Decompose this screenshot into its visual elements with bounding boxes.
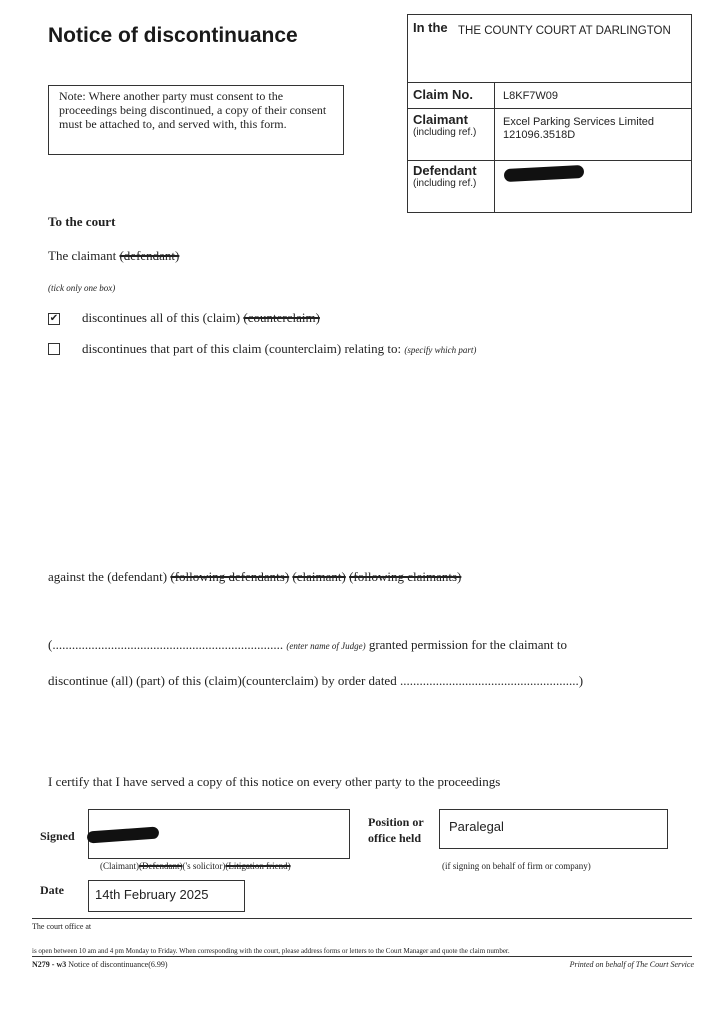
in-the-label: In the: [413, 20, 448, 35]
position-note: (if signing on behalf of firm or company): [442, 861, 591, 871]
option-all-label: discontinues all of this (claim): [82, 310, 244, 325]
position-label-1: Position or: [368, 815, 424, 829]
claim-no-label: Claim No.: [413, 87, 473, 102]
signature-redaction: [87, 827, 160, 844]
signed-label: Signed: [40, 829, 75, 843]
to-court-heading: To the court: [48, 214, 116, 229]
office-hours-text: is open between 10 am and 4 pm Monday to Friday. When corresponding with the court, please address forms or letters to the Court Manager and quote the claim number.: [32, 947, 510, 955]
claimant-line: [48, 248, 179, 264]
option-all-text: [82, 310, 320, 326]
court-name: THE COUNTY COURT AT DARLINGTON: [458, 25, 671, 37]
court-details-box: [407, 14, 692, 213]
certify-statement: I certify that I have served a copy of this notice on every other party to the proceedings: [48, 774, 501, 789]
form-reference: [32, 960, 168, 969]
role-defendant: (Defendant): [139, 861, 183, 871]
struck-counterclaim: (counterclaim): [243, 310, 320, 325]
struck-claimant: (claimant): [292, 569, 346, 584]
struck-defendant: (defendant): [119, 248, 180, 263]
struck-following-defendants: (following defendants): [170, 569, 290, 584]
signature-box[interactable]: [88, 809, 350, 859]
claim-no-value: L8KF7W09: [503, 90, 559, 102]
date-label: Date: [40, 883, 64, 897]
position-label-2: office held: [368, 831, 421, 845]
page-title: Notice of discontinuance: [48, 24, 298, 47]
against-line: [48, 569, 461, 585]
struck-following-claimants: (following claimants): [349, 569, 462, 584]
defendant-label: Defendant: [413, 163, 477, 178]
claimant-name: Excel Parking Services Limited: [503, 116, 655, 128]
option-part-checkbox[interactable]: [48, 343, 60, 355]
court-office-text: The court office at: [32, 922, 92, 931]
role-litigation-friend: (Litigation friend): [225, 861, 291, 871]
role-solicitor: ('s solicitor): [182, 861, 226, 871]
footer-rule-2: [32, 956, 692, 957]
consent-note: Note: Where another party must consent to the proceedings being discontinued, a copy of their consent must be attached to, and served with, this form.: [48, 85, 344, 155]
printed-on-behalf: Printed on behalf of The Court Service: [569, 960, 694, 969]
option-part-text: [82, 341, 476, 357]
judge-dots: (.......................................................................: [48, 637, 284, 652]
footer-rule: [32, 918, 692, 919]
option-part-label: discontinues that part of this claim (counterclaim) relating to:: [82, 341, 405, 356]
tick-hint: (tick only one box): [48, 283, 116, 293]
claimant-label: Claimant: [413, 112, 468, 127]
claimant-sub-label: (including ref.): [413, 127, 477, 138]
claimant-text: The claimant: [48, 248, 120, 263]
role-claimant: (Claimant): [100, 861, 139, 871]
judge-hint: (enter name of Judge): [286, 641, 366, 651]
against-text: against the (defendant): [48, 569, 171, 584]
discontinue-line: discontinue (all) (part) of this (claim)(counterclaim) by order dated .......................................................): [48, 673, 584, 688]
judge-line: [48, 637, 567, 653]
defendant-sub-label: (including ref.): [413, 178, 477, 189]
date-field[interactable]: 14th February 2025: [88, 880, 245, 912]
form-code: N279 - w3: [32, 960, 67, 969]
judge-text: granted permission for the claimant to: [365, 637, 568, 652]
form-name: Notice of discontinuance(6.99): [66, 960, 168, 969]
claimant-ref: 121096.3518D: [503, 129, 576, 141]
signer-roles: [100, 861, 291, 871]
option-part-hint: (specify which part): [404, 345, 477, 355]
option-all-checkbox[interactable]: ✔: [49, 313, 59, 324]
redaction-mark: [504, 165, 585, 182]
position-field[interactable]: Paralegal: [439, 809, 668, 849]
